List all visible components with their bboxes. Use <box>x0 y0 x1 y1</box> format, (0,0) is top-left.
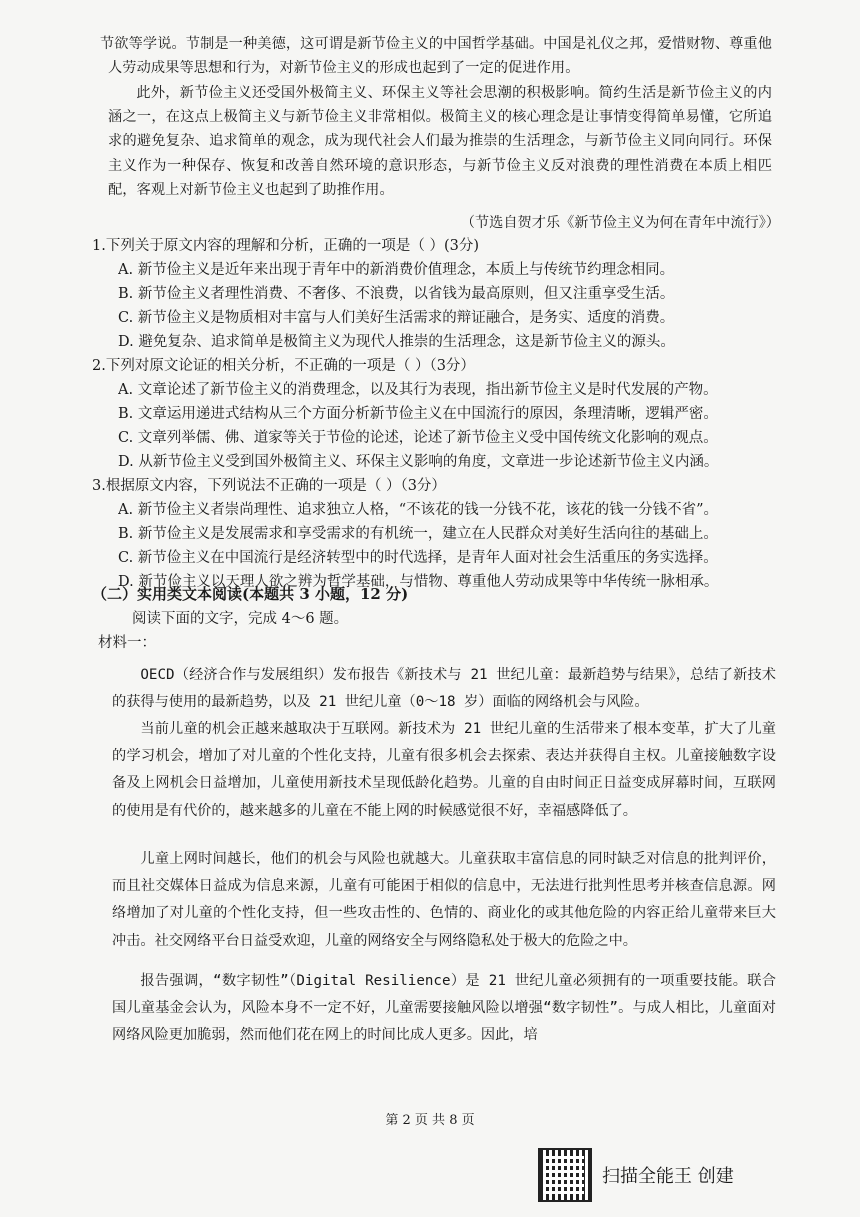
question-option: B. 新节俭主义者理性消费、不奢侈、不浪费，以省钱为最高原则，但又注重享受生活。 <box>118 286 675 302</box>
passage-paragraph: 节欲等学说。节制是一种美德，这可谓是新节俭主义的中国哲学基础。中国是礼仪之邦，爱惜财物、尊重他人劳动成果等思想和行为，对新节俭主义的形成也起到了一定的促进作用。 <box>100 36 772 77</box>
section-instruction: 阅读下面的文字，完成 4～6 题。 <box>132 611 349 627</box>
material-label: 材料一： <box>98 635 156 651</box>
question-option: A. 新节俭主义者崇尚理性、追求独立人格，“不该花的钱一分钱不花，该花的钱一分钱不省”。 <box>118 502 719 518</box>
material-paragraph: 当前儿童的机会正越来越取决于互联网。新技术为 21 世纪儿童的生活带来了根本变革，扩大了儿童的学习机会，增加了对儿童的个性化支持，儿童有很多机会去探索、表达并获得自主权。儿童接触数字设备及上网机会日益增加，儿童使用新技术呈现低龄化趋势。儿童的自由时间正日益变成屏幕时间，互联网的使用是有代价的，越来越多的儿童在不能上网的时候感觉很不好，幸福感降低了。 <box>112 721 776 819</box>
scanner-badge <box>538 1148 734 1202</box>
page-number: 第 2 页 共 8 页 <box>385 1113 475 1128</box>
question-stem: 2.下列对原文论证的相关分析，不正确的一项是（ ）（3分） <box>92 358 475 374</box>
question-stem: 3.根据原文内容，下列说法不正确的一项是（ ）（3分） <box>92 478 446 494</box>
question-option: C. 新节俭主义在中国流行是经济转型中的时代选择，是青年人面对社会生活重压的务实选择。 <box>118 550 718 566</box>
question-option: B. 文章运用递进式结构从三个方面分析新节俭主义在中国流行的原因，条理清晰，逻辑严密。 <box>118 406 718 422</box>
question-option: D. 新节俭主义以天理人欲之辨为哲学基础，与惜物、尊重他人劳动成果等中华传统一脉相承。 <box>118 574 719 590</box>
material-paragraph: OECD（经济合作与发展组织）发布报告《新技术与 21 世纪儿童：最新趋势与结果》，总结了新技术的获得与使用的最新趋势，以及 21 世纪儿童（0～18 岁）面临的网络机会与风险。 <box>112 667 776 711</box>
qr-code-icon <box>538 1148 592 1202</box>
passage-paragraph: 此外，新节俭主义还受国外极简主义、环保主义等社会思潮的积极影响。简约生活是新节俭主义的内涵之一，在这点上极简主义与新节俭主义非常相似。极简主义的核心理念是让事情变得简单易懂，它所追求的避免复杂、追求简单的观念，成为现代社会人们最为推崇的生活理念，与新节俭主义同向同行。环保主义作为一种保存、恢复和改善自然环境的意识形态，与新节俭主义反对浪费的理性消费在本质上相匹配，客观上对新节俭主义也起到了助推作用。 <box>108 85 772 198</box>
question-option: B. 新节俭主义是发展需求和享受需求的有机统一，建立在人民群众对美好生活向往的基础上。 <box>118 526 718 542</box>
question-option: C. 新节俭主义是物质相对丰富与人们美好生活需求的辩证融合，是务实、适度的消费。 <box>118 310 675 326</box>
scanner-badge-label: 扫描全能王 创建 <box>602 1166 734 1187</box>
material-paragraph: 报告强调，“数字韧性”（Digital Resilience）是 21 世纪儿童必须拥有的一项重要技能。联合国儿童基金会认为，风险本身不一定不好，儿童需要接触风险以增强“数字韧性”。与成人相比，儿童面对网络风险更加脆弱，然而他们花在网上的时间比成人更多。因此，培 <box>112 973 776 1044</box>
question-option: A. 文章论述了新节俭主义的消费理念，以及其行为表现，指出新节俭主义是时代发展的产物。 <box>118 382 718 398</box>
question-option: D. 避免复杂、追求简单是极简主义为现代人推崇的生活理念，这是新节俭主义的源头。 <box>118 334 675 350</box>
question-option: D. 从新节俭主义受到国外极简主义、环保主义影响的角度，文章进一步论述新节俭主义内涵。 <box>118 454 719 470</box>
question-option: C. 文章列举儒、佛、道家等关于节俭的论述，论述了新节俭主义受中国传统文化影响的观点。 <box>118 430 718 446</box>
question-option: A. 新节俭主义是近年来出现于青年中的新消费价值理念，本质上与传统节约理念相同。 <box>118 262 675 278</box>
source-citation: （节选自贺才乐《新节俭主义为何在青年中流行》） <box>460 215 780 231</box>
material-paragraph: 儿童上网时间越长，他们的机会与风险也就越大。儿童获取丰富信息的同时缺乏对信息的批判评价，而且社交媒体日益成为信息来源，儿童有可能困于相似的信息中，无法进行批判性思考并核查信息源。网络增加了对儿童的个性化支持，但一些攻击性的、色情的、商业化的或其他危险的内容正给儿童带来巨大冲击。社交网络平台日益受欢迎，儿童的网络安全与网络隐私处于极大的危险之中。 <box>112 851 776 949</box>
section-heading: （二）实用类文本阅读(本题共 3 小题，12 分) <box>92 585 409 603</box>
question-stem: 1.下列关于原文内容的理解和分析，正确的一项是（ ）(3分) <box>92 238 479 254</box>
